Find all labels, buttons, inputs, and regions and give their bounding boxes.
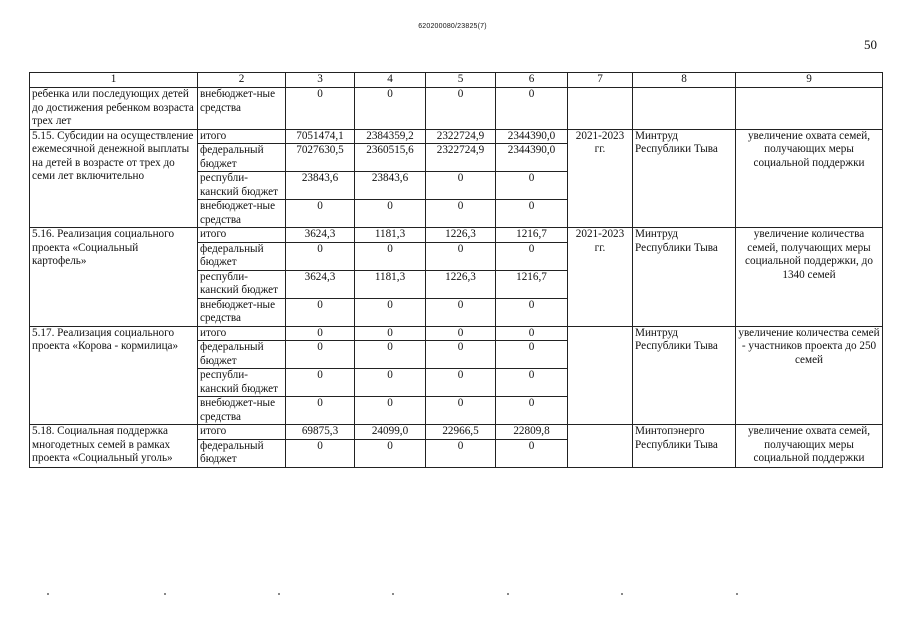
executor: Минтопэнерго Республики Тыва (633, 425, 736, 468)
measure-name: 5.17. Реализация социального проекта «Корова - кормилица» (30, 326, 198, 425)
year-2021-value: 1181,3 (355, 270, 426, 298)
total-value: 23843,6 (286, 172, 355, 200)
year-2021-value: 0 (355, 326, 426, 341)
period (568, 425, 633, 468)
total-value: 0 (286, 369, 355, 397)
year-2022-value: 0 (426, 397, 496, 425)
year-2021-value: 1181,3 (355, 228, 426, 243)
year-2023-value: 0 (496, 298, 568, 326)
year-2022-value: 0 (426, 88, 496, 130)
page-number: 50 (864, 37, 877, 52)
column-number: 6 (496, 73, 568, 88)
expected-result: увеличение количества семей - участников проекта до 250 семей (736, 326, 883, 425)
column-number: 1 (30, 73, 198, 88)
executor (633, 88, 736, 130)
executor: Минтруд Республики Тыва (633, 129, 736, 228)
funding-source: внебюджет-ные средства (198, 397, 286, 425)
year-2023-value: 0 (496, 439, 568, 467)
total-value: 3624,3 (286, 270, 355, 298)
year-2022-value: 0 (426, 326, 496, 341)
year-2023-value: 0 (496, 172, 568, 200)
document-id: 620200080/23825(7) (418, 23, 487, 30)
year-2023-value: 1216,7 (496, 270, 568, 298)
year-2022-value: 0 (426, 369, 496, 397)
year-2023-value: 2344390,0 (496, 144, 568, 172)
column-number: 5 (426, 73, 496, 88)
year-2023-value: 0 (496, 326, 568, 341)
column-number: 2 (198, 73, 286, 88)
expected-result (736, 88, 883, 130)
total-value: 0 (286, 439, 355, 467)
column-number: 8 (633, 73, 736, 88)
measure-name: 5.18. Социальная поддержка многодетных семей в рамках проекта «Социальный уголь» (30, 425, 198, 468)
total-value: 3624,3 (286, 228, 355, 243)
year-2022-value: 22966,5 (426, 425, 496, 440)
measure-name: 5.16. Реализация социального проекта «Социальный картофель» (30, 228, 198, 327)
year-2023-value: 0 (496, 341, 568, 369)
year-2023-value: 0 (496, 242, 568, 270)
year-2023-value: 0 (496, 88, 568, 130)
table-row (30, 228, 883, 243)
funding-source: федеральный бюджет (198, 144, 286, 172)
funding-source: республи-канский бюджет (198, 172, 286, 200)
column-number: 9 (736, 73, 883, 88)
total-value: 0 (286, 200, 355, 228)
measure-name: ребенка или последующих детей до достижения ребенком возраста трех лет (30, 88, 198, 130)
year-2021-value: 24099,0 (355, 425, 426, 440)
year-2023-value: 1216,7 (496, 228, 568, 243)
year-2022-value: 0 (426, 242, 496, 270)
funding-source: итого (198, 425, 286, 440)
funding-source: федеральный бюджет (198, 242, 286, 270)
period (568, 326, 633, 425)
funding-source: республи-канский бюджет (198, 369, 286, 397)
funding-source: внебюджет-ные средства (198, 88, 286, 130)
expected-result: увеличение охвата семей, получающих меры социальной поддержки (736, 129, 883, 228)
total-value: 7051474,1 (286, 129, 355, 144)
measure-name: 5.15. Субсидии на осуществление ежемесячной денежной выплаты на детей в возрасте от трех до семи лет включительно (30, 129, 198, 228)
year-2022-value: 1226,3 (426, 270, 496, 298)
period (568, 88, 633, 130)
year-2021-value: 0 (355, 439, 426, 467)
table-row (30, 326, 883, 341)
funding-source: внебюджет-ные средства (198, 298, 286, 326)
year-2022-value: 0 (426, 341, 496, 369)
funding-source: итого (198, 326, 286, 341)
funding-source: федеральный бюджет (198, 341, 286, 369)
table-row (30, 129, 883, 144)
funding-source: итого (198, 129, 286, 144)
year-2021-value: 23843,6 (355, 172, 426, 200)
total-value: 69875,3 (286, 425, 355, 440)
program-table (29, 72, 883, 468)
year-2023-value: 2344390,0 (496, 129, 568, 144)
expected-result: увеличение количества семей, получающих меры социальной поддержки, до 1340 семей (736, 228, 883, 327)
table-row (30, 425, 883, 440)
year-2022-value: 1226,3 (426, 228, 496, 243)
column-number: 4 (355, 73, 426, 88)
table-row (30, 88, 883, 130)
total-value: 0 (286, 242, 355, 270)
year-2021-value: 0 (355, 200, 426, 228)
year-2023-value: 0 (496, 369, 568, 397)
year-2022-value: 2322724,9 (426, 129, 496, 144)
funding-source: республи-канский бюджет (198, 270, 286, 298)
total-value: 0 (286, 88, 355, 130)
funding-source: итого (198, 228, 286, 243)
executor: Минтруд Республики Тыва (633, 228, 736, 327)
column-header-row (30, 73, 883, 88)
year-2022-value: 2322724,9 (426, 144, 496, 172)
year-2021-value: 0 (355, 369, 426, 397)
period: 2021-2023 гг. (568, 129, 633, 228)
expected-result: увеличение охвата семей, получающих меры социальной поддержки (736, 425, 883, 468)
year-2021-value: 0 (355, 298, 426, 326)
column-number: 3 (286, 73, 355, 88)
year-2021-value: 0 (355, 88, 426, 130)
year-2023-value: 0 (496, 397, 568, 425)
total-value: 0 (286, 397, 355, 425)
total-value: 7027630,5 (286, 144, 355, 172)
scan-marks (0, 593, 905, 603)
column-number: 7 (568, 73, 633, 88)
year-2021-value: 2384359,2 (355, 129, 426, 144)
year-2021-value: 0 (355, 341, 426, 369)
year-2022-value: 0 (426, 298, 496, 326)
total-value: 0 (286, 326, 355, 341)
year-2021-value: 2360515,6 (355, 144, 426, 172)
total-value: 0 (286, 341, 355, 369)
year-2023-value: 0 (496, 200, 568, 228)
year-2021-value: 0 (355, 242, 426, 270)
total-value: 0 (286, 298, 355, 326)
executor: Минтруд Республики Тыва (633, 326, 736, 425)
year-2023-value: 22809,8 (496, 425, 568, 440)
year-2022-value: 0 (426, 439, 496, 467)
year-2022-value: 0 (426, 200, 496, 228)
year-2021-value: 0 (355, 397, 426, 425)
funding-source: внебюджет-ные средства (198, 200, 286, 228)
period: 2021-2023 гг. (568, 228, 633, 327)
funding-source: федеральный бюджет (198, 439, 286, 467)
year-2022-value: 0 (426, 172, 496, 200)
